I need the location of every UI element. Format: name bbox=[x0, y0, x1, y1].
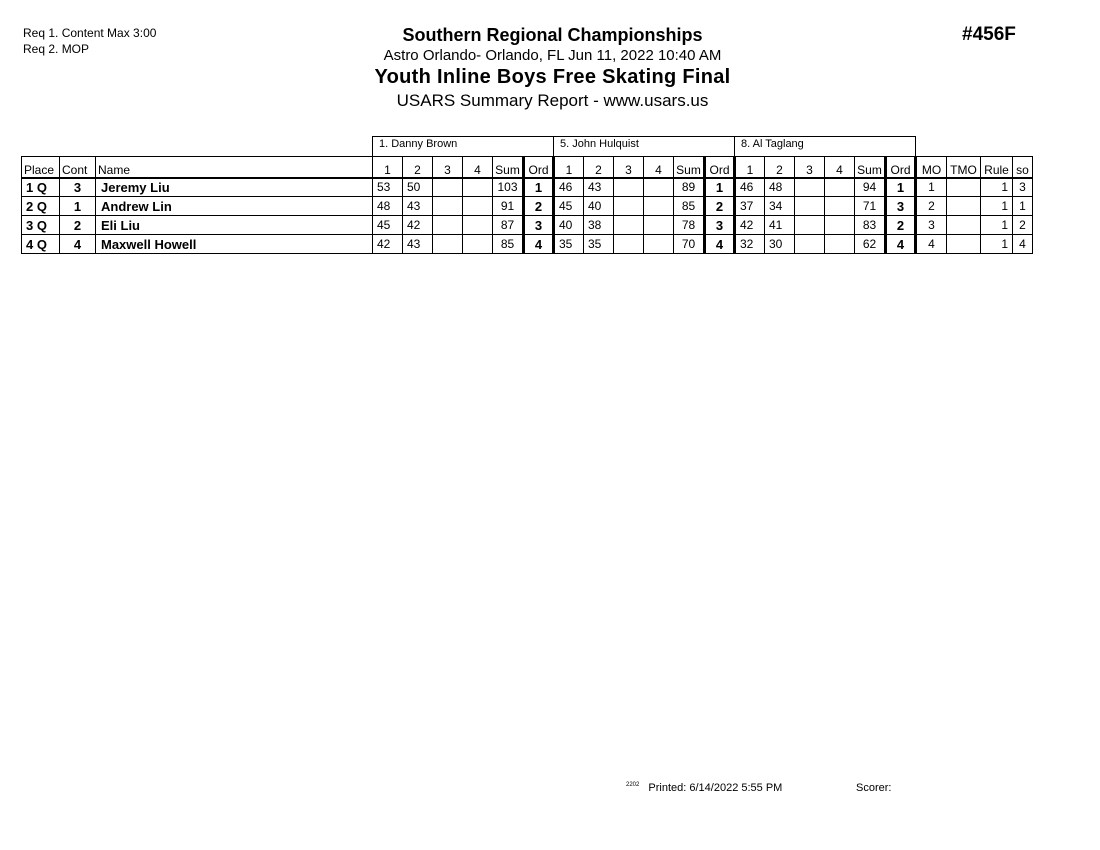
col-judge1-ord: Ord bbox=[524, 157, 554, 178]
judge1-score-4 bbox=[463, 197, 493, 216]
col-judge3-sum: Sum bbox=[855, 157, 886, 178]
rule-cell: 1 bbox=[981, 178, 1013, 197]
so-cell: 4 bbox=[1013, 235, 1033, 254]
judge1-ordinal: 3 bbox=[524, 216, 554, 235]
judge1-score-4 bbox=[463, 216, 493, 235]
table-row bbox=[22, 216, 1033, 235]
judge2-score-2: 43 bbox=[584, 178, 614, 197]
event-title: Youth Inline Boys Free Skating Final bbox=[374, 66, 731, 88]
judge1-score-3 bbox=[433, 178, 463, 197]
judge2-score-3 bbox=[614, 197, 644, 216]
judge2-score-4 bbox=[644, 197, 674, 216]
event-number: #456F bbox=[962, 24, 1016, 45]
col-judge3-4: 4 bbox=[825, 157, 855, 178]
judge2-score-1: 40 bbox=[554, 216, 584, 235]
judge1-sum: 85 bbox=[493, 235, 524, 254]
judge3-ordinal: 4 bbox=[886, 235, 916, 254]
rule-cell: 1 bbox=[981, 216, 1013, 235]
judge3-sum: 62 bbox=[855, 235, 886, 254]
judge3-score-4 bbox=[825, 216, 855, 235]
judge3-sum: 71 bbox=[855, 197, 886, 216]
col-judge2-3: 3 bbox=[614, 157, 644, 178]
judge1-score-3 bbox=[433, 235, 463, 254]
tmo-cell bbox=[947, 235, 981, 254]
mo-cell: 4 bbox=[916, 235, 947, 254]
judge3-score-1: 32 bbox=[735, 235, 765, 254]
printed-timestamp: Printed: 6/14/2022 5:55 PM bbox=[648, 782, 783, 794]
judge3-score-3 bbox=[795, 178, 825, 197]
place-cell: 2 Q bbox=[22, 197, 60, 216]
tmo-cell bbox=[947, 197, 981, 216]
table-header-row bbox=[22, 157, 1033, 178]
judge2-ordinal: 2 bbox=[705, 197, 735, 216]
col-judge3-3: 3 bbox=[795, 157, 825, 178]
table-row bbox=[22, 235, 1033, 254]
col-judge2-4: 4 bbox=[644, 157, 674, 178]
cont-cell: 1 bbox=[60, 197, 96, 216]
mo-cell: 1 bbox=[916, 178, 947, 197]
table-row bbox=[22, 178, 1033, 197]
judge1-score-1: 48 bbox=[373, 197, 403, 216]
col-judge1-sum: Sum bbox=[493, 157, 524, 178]
col-judge2-1: 1 bbox=[554, 157, 584, 178]
judge2-score-3 bbox=[614, 235, 644, 254]
col-so: so bbox=[1013, 157, 1033, 178]
judge3-score-1: 37 bbox=[735, 197, 765, 216]
results-table bbox=[21, 156, 1033, 254]
judge3-ordinal: 1 bbox=[886, 178, 916, 197]
tmo-cell bbox=[947, 216, 981, 235]
judge1-sum: 103 bbox=[493, 178, 524, 197]
col-judge2-ord: Ord bbox=[705, 157, 735, 178]
judge1-ordinal: 2 bbox=[524, 197, 554, 216]
col-mo: MO bbox=[916, 157, 947, 178]
judge3-score-4 bbox=[825, 235, 855, 254]
col-judge1-3: 3 bbox=[433, 157, 463, 178]
place-cell: 3 Q bbox=[22, 216, 60, 235]
cont-cell: 4 bbox=[60, 235, 96, 254]
col-judge1-2: 2 bbox=[403, 157, 433, 178]
col-rule: Rule bbox=[981, 157, 1013, 178]
judge3-score-3 bbox=[795, 197, 825, 216]
judge1-score-1: 53 bbox=[373, 178, 403, 197]
requirement-2: Req 2. MOP bbox=[23, 42, 90, 56]
judge2-ordinal: 4 bbox=[705, 235, 735, 254]
judge2-ordinal: 1 bbox=[705, 178, 735, 197]
judge2-sum: 70 bbox=[674, 235, 705, 254]
judge-3: 8. Al Taglang bbox=[734, 136, 916, 156]
requirements bbox=[23, 25, 156, 57]
col-tmo: TMO bbox=[947, 157, 981, 178]
judge1-sum: 87 bbox=[493, 216, 524, 235]
place-cell: 4 Q bbox=[22, 235, 60, 254]
report-code: 2202 bbox=[626, 782, 640, 788]
so-cell: 2 bbox=[1013, 216, 1033, 235]
judge2-score-4 bbox=[644, 178, 674, 197]
place-cell: 1 Q bbox=[22, 178, 60, 197]
judge2-sum: 78 bbox=[674, 216, 705, 235]
rule-cell: 1 bbox=[981, 197, 1013, 216]
judge3-score-1: 46 bbox=[735, 178, 765, 197]
judge3-ordinal: 2 bbox=[886, 216, 916, 235]
judge1-score-1: 45 bbox=[373, 216, 403, 235]
championship-title: Southern Regional Championships bbox=[402, 25, 703, 45]
rule-cell: 1 bbox=[981, 235, 1013, 254]
print-footer bbox=[626, 782, 782, 794]
cont-cell: 2 bbox=[60, 216, 96, 235]
judge3-sum: 83 bbox=[855, 216, 886, 235]
judge1-score-2: 42 bbox=[403, 216, 433, 235]
venue-date: Astro Orlando- Orlando, FL Jun 11, 2022 10:40 AM bbox=[383, 47, 722, 64]
judge2-ordinal: 3 bbox=[705, 216, 735, 235]
col-judge2-2: 2 bbox=[584, 157, 614, 178]
judge2-score-1: 45 bbox=[554, 197, 584, 216]
judge1-ordinal: 4 bbox=[524, 235, 554, 254]
col-name: Name bbox=[96, 157, 373, 178]
skater-name: Jeremy Liu bbox=[96, 178, 373, 197]
judge3-score-1: 42 bbox=[735, 216, 765, 235]
judge2-score-2: 40 bbox=[584, 197, 614, 216]
judge2-score-3 bbox=[614, 216, 644, 235]
judge-2: 5. John Hulquist bbox=[553, 136, 735, 156]
judge1-score-1: 42 bbox=[373, 235, 403, 254]
mo-cell: 2 bbox=[916, 197, 947, 216]
skater-name: Maxwell Howell bbox=[96, 235, 373, 254]
col-judge3-ord: Ord bbox=[886, 157, 916, 178]
judge1-sum: 91 bbox=[493, 197, 524, 216]
judge3-score-2: 48 bbox=[765, 178, 795, 197]
judge2-score-4 bbox=[644, 235, 674, 254]
skater-name: Andrew Lin bbox=[96, 197, 373, 216]
col-judge1-4: 4 bbox=[463, 157, 493, 178]
judge2-sum: 85 bbox=[674, 197, 705, 216]
col-judge3-1: 1 bbox=[735, 157, 765, 178]
judge1-score-2: 50 bbox=[403, 178, 433, 197]
judge1-score-2: 43 bbox=[403, 235, 433, 254]
judge1-score-4 bbox=[463, 178, 493, 197]
judge2-score-4 bbox=[644, 216, 674, 235]
judge1-ordinal: 1 bbox=[524, 178, 554, 197]
judge3-score-2: 34 bbox=[765, 197, 795, 216]
judge3-score-4 bbox=[825, 178, 855, 197]
mo-cell: 3 bbox=[916, 216, 947, 235]
judge-1: 1. Danny Brown bbox=[372, 136, 554, 156]
cont-cell: 3 bbox=[60, 178, 96, 197]
judge3-score-3 bbox=[795, 216, 825, 235]
judge3-sum: 94 bbox=[855, 178, 886, 197]
report-title: USARS Summary Report - www.usars.us bbox=[396, 91, 709, 110]
judge1-score-3 bbox=[433, 216, 463, 235]
judge3-score-2: 41 bbox=[765, 216, 795, 235]
judge1-score-2: 43 bbox=[403, 197, 433, 216]
judge2-score-1: 35 bbox=[554, 235, 584, 254]
judge2-sum: 89 bbox=[674, 178, 705, 197]
table-row bbox=[22, 197, 1033, 216]
col-cont: Cont bbox=[60, 157, 96, 178]
judge3-score-4 bbox=[825, 197, 855, 216]
judge3-score-3 bbox=[795, 235, 825, 254]
judge1-score-3 bbox=[433, 197, 463, 216]
col-judge2-sum: Sum bbox=[674, 157, 705, 178]
col-judge1-1: 1 bbox=[373, 157, 403, 178]
scorer-label: Scorer: bbox=[856, 782, 892, 794]
judge1-score-4 bbox=[463, 235, 493, 254]
judge2-score-2: 38 bbox=[584, 216, 614, 235]
judge3-score-2: 30 bbox=[765, 235, 795, 254]
so-cell: 1 bbox=[1013, 197, 1033, 216]
judge2-score-3 bbox=[614, 178, 644, 197]
report-header bbox=[300, 24, 805, 112]
judge2-score-1: 46 bbox=[554, 178, 584, 197]
skater-name: Eli Liu bbox=[96, 216, 373, 235]
tmo-cell bbox=[947, 178, 981, 197]
judge2-score-2: 35 bbox=[584, 235, 614, 254]
requirement-1: Req 1. Content Max 3:00 bbox=[23, 26, 157, 40]
so-cell: 3 bbox=[1013, 178, 1033, 197]
col-place: Place bbox=[22, 157, 60, 178]
col-judge3-2: 2 bbox=[765, 157, 795, 178]
judge3-ordinal: 3 bbox=[886, 197, 916, 216]
